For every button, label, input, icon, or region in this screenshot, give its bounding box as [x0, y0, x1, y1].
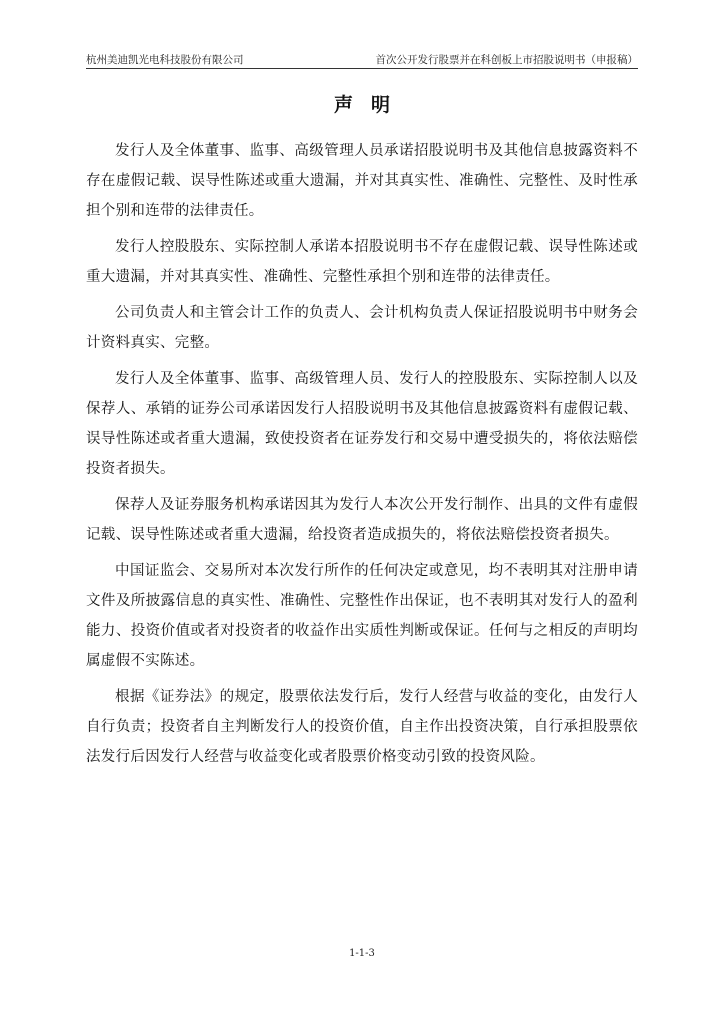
page-header [86, 52, 638, 69]
declaration-paragraph: 发行人及全体董事、监事、高级管理人员、发行人的控股股东、实际控制人以及保荐人、承销的证券公司承诺因发行人招股说明书及其他信息披露资料有虚假记载、误导性陈述或者重大遗漏，致使投资者在证券发行和交易中遭受损失的，将依法赔偿投资者损失。 [86, 371, 638, 477]
page-title: 声明 [333, 94, 408, 116]
declaration-body [86, 136, 638, 778]
page-number: 1-1-3 [349, 948, 375, 959]
header-document-title: 首次公开发行股票并在科创板上市招股说明书（申报稿） [375, 54, 638, 66]
header-company-name: 杭州美迪凯光电科技股份有限公司 [86, 54, 244, 66]
declaration-paragraph: 公司负责人和主管会计工作的负责人、会计机构负责人保证招股说明书中财务会计资料真实、完整。 [86, 305, 638, 351]
declaration-paragraph: 中国证监会、交易所对本次发行所作的任何决定或意见，均不表明其对注册申请文件及所披露信息的真实性、准确性、完整性作出保证，也不表明其对发行人的盈利能力、投资价值或者对投资者的收益作出实质性判断或保证。任何与之相反的声明均属虚假不实陈述。 [86, 563, 638, 669]
declaration-paragraph: 根据《证券法》的规定，股票依法发行后，发行人经营与收益的变化，由发行人自行负责；投资者自主判断发行人的投资价值，自主作出投资决策，自行承担股票依法发行后因发行人经营与收益变化或者股票价格变动引致的投资风险。 [86, 689, 638, 765]
declaration-paragraph: 发行人及全体董事、监事、高级管理人员承诺招股说明书及其他信息披露资料不存在虚假记载、误导性陈述或重大遗漏，并对其真实性、准确性、完整性、及时性承担个别和连带的法律责任。 [86, 143, 638, 219]
declaration-paragraph: 发行人控股股东、实际控制人承诺本招股说明书不存在虚假记载、误导性陈述或重大遗漏，并对其真实性、准确性、完整性承担个别和连带的法律责任。 [86, 239, 638, 285]
declaration-paragraph: 保荐人及证券服务机构承诺因其为发行人本次公开发行制作、出具的文件有虚假记载、误导性陈述或者重大遗漏，给投资者造成损失的，将依法赔偿投资者损失。 [86, 497, 638, 543]
